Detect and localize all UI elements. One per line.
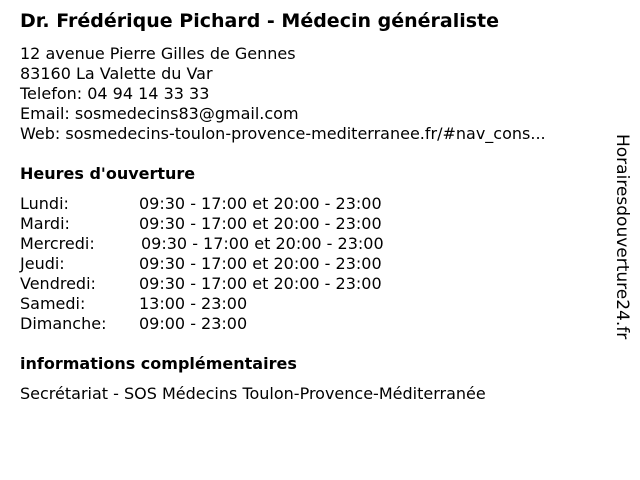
page-title: Dr. Frédérique Pichard - Médecin généraliste (20, 10, 500, 32)
additional-info-heading: informations complémentaires (20, 354, 297, 373)
time-value: 09:30 - 17:00 et 20:00 - 23:00 (139, 194, 382, 213)
website-link[interactable]: Web: sosmedecins-toulon-provence-mediterranee.fr/#nav_cons... (20, 124, 546, 143)
phone-number: Telefon: 04 94 14 33 33 (20, 84, 210, 103)
day-label: Lundi: (20, 194, 69, 213)
day-label: Vendredi: (20, 274, 96, 293)
address-city: 83160 La Valette du Var (20, 64, 213, 83)
time-value: 09:30 - 17:00 et 20:00 - 23:00 (141, 234, 384, 253)
time-value: 13:00 - 23:00 (139, 294, 248, 313)
time-value: 09:30 - 17:00 et 20:00 - 23:00 (139, 214, 382, 233)
address-street: 12 avenue Pierre Gilles de Gennes (20, 44, 296, 63)
day-label: Dimanche: (20, 314, 107, 333)
time-value: 09:30 - 17:00 et 20:00 - 23:00 (139, 254, 382, 273)
email-address: Email: sosmedecins83@gmail.com (20, 104, 299, 123)
time-value: 09:00 - 23:00 (139, 314, 248, 333)
time-value: 09:30 - 17:00 et 20:00 - 23:00 (139, 274, 382, 293)
day-label: Mardi: (20, 214, 70, 233)
day-label: Mercredi: (20, 234, 95, 253)
site-watermark: Horairesdouverture24.fr (612, 134, 632, 340)
day-label: Jeudi: (20, 254, 65, 273)
opening-hours-heading: Heures d'ouverture (20, 164, 196, 183)
additional-info-text: Secrétariat - SOS Médecins Toulon-Provence-Méditerranée (20, 384, 486, 403)
contact-block (20, 44, 546, 144)
day-label: Samedi: (20, 294, 86, 313)
